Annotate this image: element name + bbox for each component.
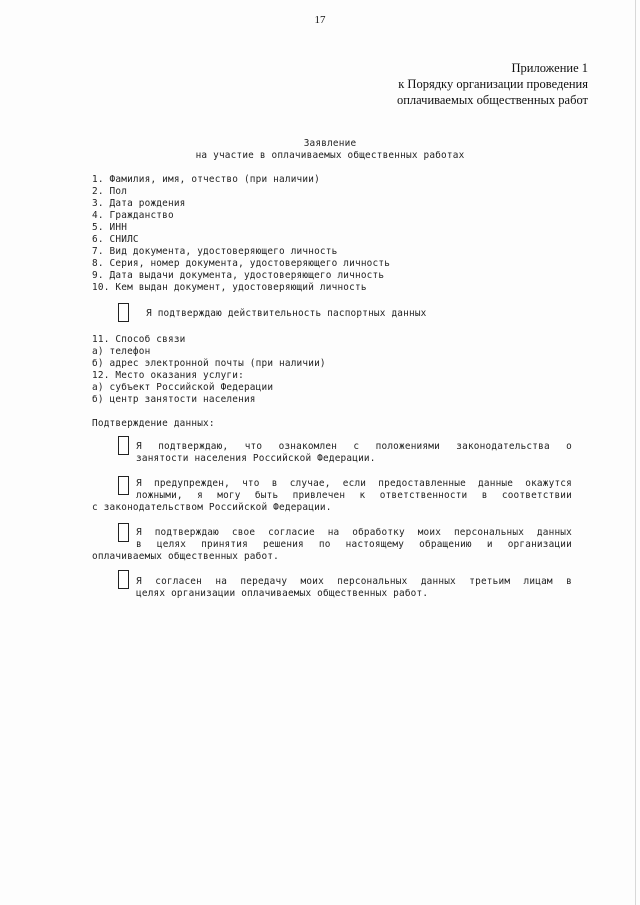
application-title: Заявление (303, 138, 357, 149)
field-sex: 2. Пол (92, 186, 128, 197)
third-party-consent-text (92, 576, 572, 600)
confirm-heading: Подтверждение данных: (92, 418, 215, 429)
field-document-type: 7. Вид документа, удостоверяющего личность (92, 246, 338, 257)
field-document-issuer: 10. Кем выдан документ, удостоверяющий личность (92, 282, 367, 293)
page-number: 17 (314, 14, 326, 26)
contact-email: б) адрес электронной почты (при наличии) (92, 358, 326, 369)
liability-warning-text (92, 478, 572, 515)
appendix-line-2: к Порядку организации проведения (398, 77, 588, 91)
third-party-consent-line-2: целях организации оплачиваемых общественных работ. (136, 588, 429, 600)
law-acknowledge-line-2: занятости населения Российской Федерации. (136, 453, 376, 465)
field-birth-date: 3. Дата рождения (92, 198, 186, 209)
data-processing-consent-line-2: в целях принятия решения по настоящему обращению и организации (136, 539, 572, 551)
service-place-center: б) центр занятости населения (92, 394, 256, 405)
field-snils: 6. СНИЛС (92, 234, 139, 245)
page-edge (635, 0, 636, 905)
data-processing-consent-line-3: оплачиваемых общественных работ. (92, 551, 280, 563)
liability-warning-line-2: ложными, я могу быть привлечен к ответственности в соответствии (136, 490, 572, 502)
passport-confirm-checkbox[interactable] (118, 303, 129, 322)
contact-heading: 11. Способ связи (92, 334, 186, 345)
third-party-consent-line-1: Я согласен на передачу моих персональных данных третьим лицам в (136, 576, 572, 587)
field-document-number: 8. Серия, номер документа, удостоверяющего личность (92, 258, 391, 269)
passport-confirm-label: Я подтверждаю действительность паспортных данных (146, 308, 427, 319)
data-processing-consent-text (92, 527, 572, 564)
field-inn: 5. ИНН (92, 222, 128, 233)
liability-warning-line-3: с законодательством Российской Федерации. (92, 502, 332, 514)
contact-phone: а) телефон (92, 346, 151, 357)
appendix-header (397, 60, 588, 108)
liability-warning-line-1: Я предупрежден, что в случае, если предоставленные данные окажутся (136, 478, 572, 489)
service-place-region: а) субъект Российской Федерации (92, 382, 274, 393)
law-acknowledge-line-1: Я подтверждаю, что ознакомлен с положениями законодательства о (136, 441, 572, 452)
appendix-line-3: оплачиваемых общественных работ (396, 93, 588, 107)
application-subtitle: на участие в оплачиваемых общественных работах (195, 150, 465, 161)
field-document-date: 9. Дата выдачи документа, удостоверяющего личность (92, 270, 385, 281)
field-full-name: 1. Фамилия, имя, отчество (при наличии) (92, 174, 320, 185)
field-citizenship: 4. Гражданство (92, 210, 174, 221)
law-acknowledge-text (92, 441, 572, 465)
appendix-line-1: Приложение 1 (511, 61, 588, 75)
service-place-heading: 12. Место оказания услуги: (92, 370, 244, 381)
data-processing-consent-line-1: Я подтверждаю свое согласие на обработку моих персональных данных (136, 527, 572, 538)
